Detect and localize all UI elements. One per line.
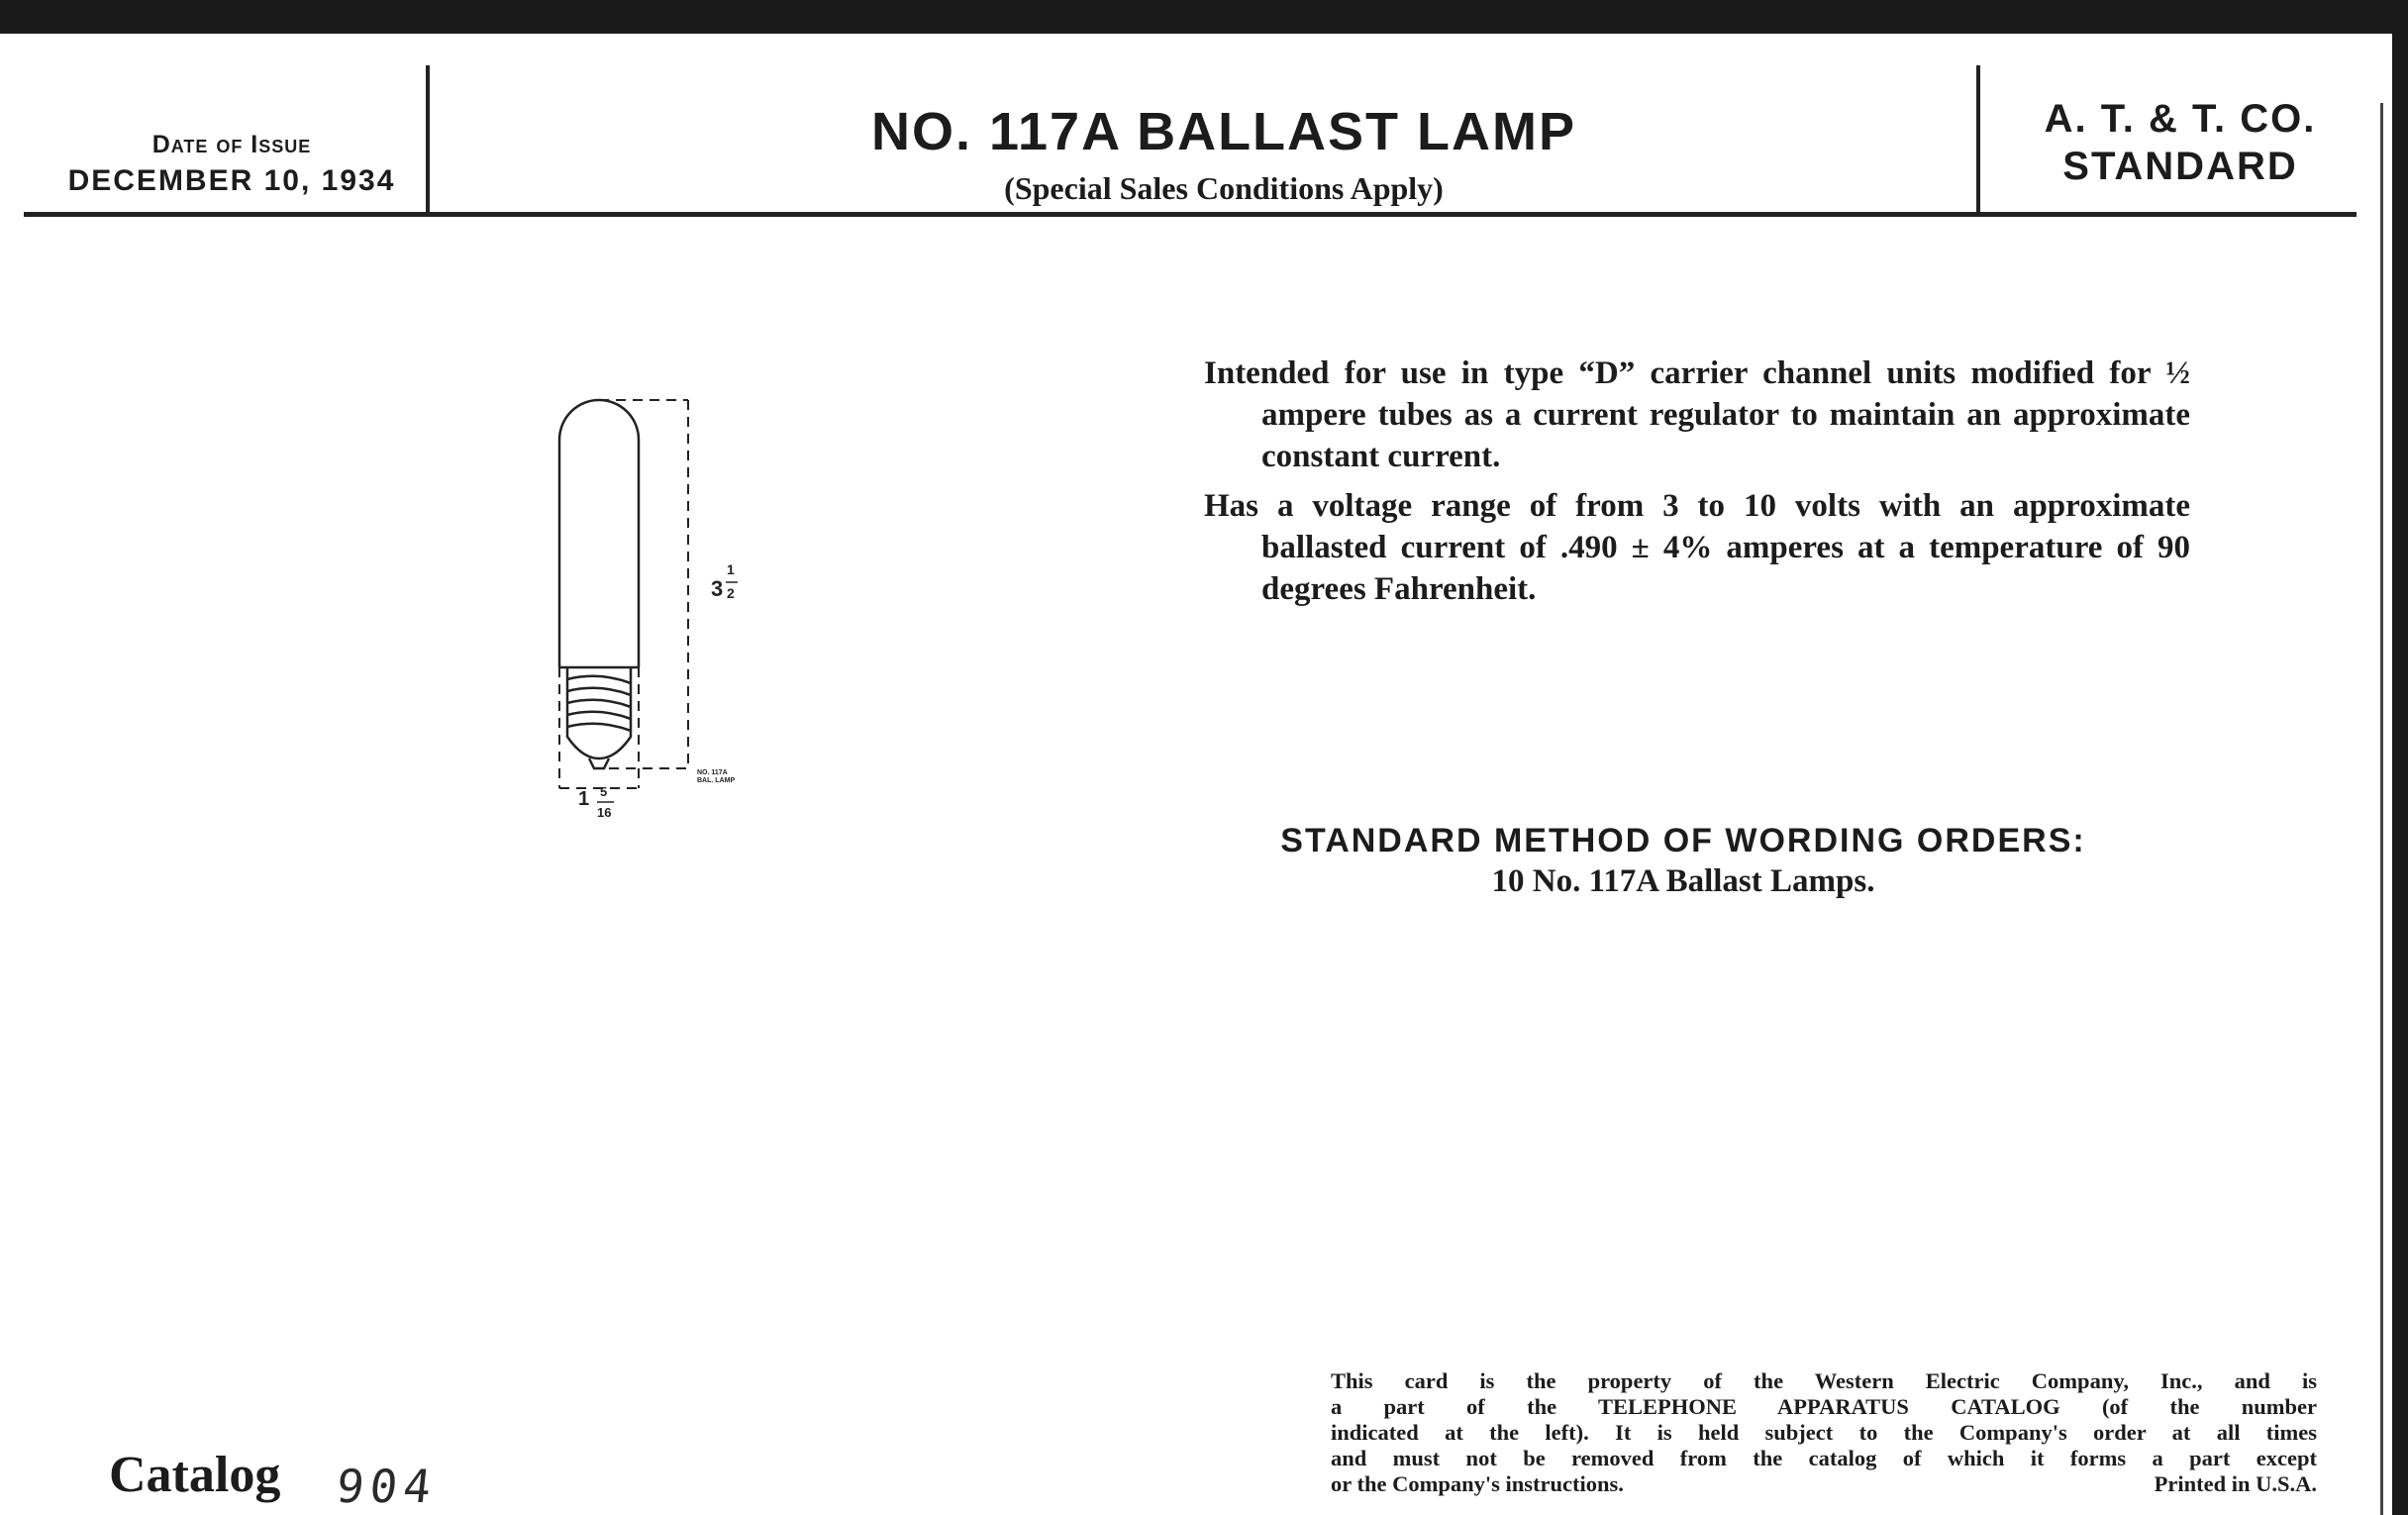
catalog-card xyxy=(0,34,2392,1515)
width-dimension-whole: 1 xyxy=(578,788,590,810)
notice-line: indicated at the left). It is held subject to the Company's order at all times xyxy=(1331,1420,2317,1445)
company-name: A. T. & T. CO. xyxy=(2044,97,2317,141)
notice-last-line xyxy=(1331,1471,2317,1497)
header-divider-right xyxy=(1976,65,1980,212)
lamp-description xyxy=(1204,353,2190,618)
drawing-caption-line2: BAL. LAMP xyxy=(697,777,736,784)
lamp-base-threads xyxy=(567,676,631,731)
printed-in-usa: Printed in U.S.A. xyxy=(2154,1471,2317,1496)
notice-last-text: or the Company's instructions. xyxy=(1331,1471,1624,1496)
company-standard xyxy=(2004,95,2357,190)
height-dimension-denominator: 2 xyxy=(727,585,735,601)
notice-line: a part of the TELEPHONE APPARATUS CATALOG (of the number xyxy=(1331,1394,2317,1419)
header-divider-left xyxy=(426,65,430,212)
card-header xyxy=(24,53,2357,217)
drawing-caption-line1: NO. 117A xyxy=(697,769,728,776)
page-title: NO. 117A BALLAST LAMP xyxy=(870,102,1577,161)
notice-line: This card is the property of the Western Electric Company, Inc., and is xyxy=(1331,1368,2317,1393)
catalog-number: 904 xyxy=(334,1460,440,1513)
description-paragraph-rating: Has a voltage range of from 3 to 10 volts with an approximate ballasted current of .490 ± 4% amperes at a temperature of 90 degrees Fahrenheit. xyxy=(1204,488,2190,607)
lamp-drawing xyxy=(535,360,792,856)
ordering-heading: STANDARD METHOD OF WORDING ORDERS: xyxy=(1280,822,2086,859)
width-dimension-numerator: 5 xyxy=(600,784,608,799)
property-notice xyxy=(1331,1368,2317,1497)
height-dimension-whole: 3 xyxy=(711,576,724,601)
date-of-issue-value: DECEMBER 10, 1934 xyxy=(67,164,396,197)
height-dimension-numerator: 1 xyxy=(727,561,735,577)
page-subtitle: (Special Sales Conditions Apply) xyxy=(1004,170,1444,206)
ordering-example: 10 No. 117A Ballast Lamps. xyxy=(1491,863,1875,899)
width-dimension-denominator: 16 xyxy=(597,805,612,820)
notice-line: and must not be removed from the catalog of which it forms a part except xyxy=(1331,1446,2317,1470)
catalog-label: Catalog xyxy=(109,1447,281,1503)
lamp-bulb-outline xyxy=(559,400,639,667)
card-edge-line xyxy=(2380,103,2383,1515)
description-paragraph-usage: Intended for use in type “D” carrier channel units modified for ½ ampere tubes as a current regulator to maintain an approximate constant current. xyxy=(1204,355,2190,474)
standard-label: STANDARD xyxy=(2062,145,2298,188)
date-of-issue-label: Date of Issue xyxy=(151,131,312,158)
